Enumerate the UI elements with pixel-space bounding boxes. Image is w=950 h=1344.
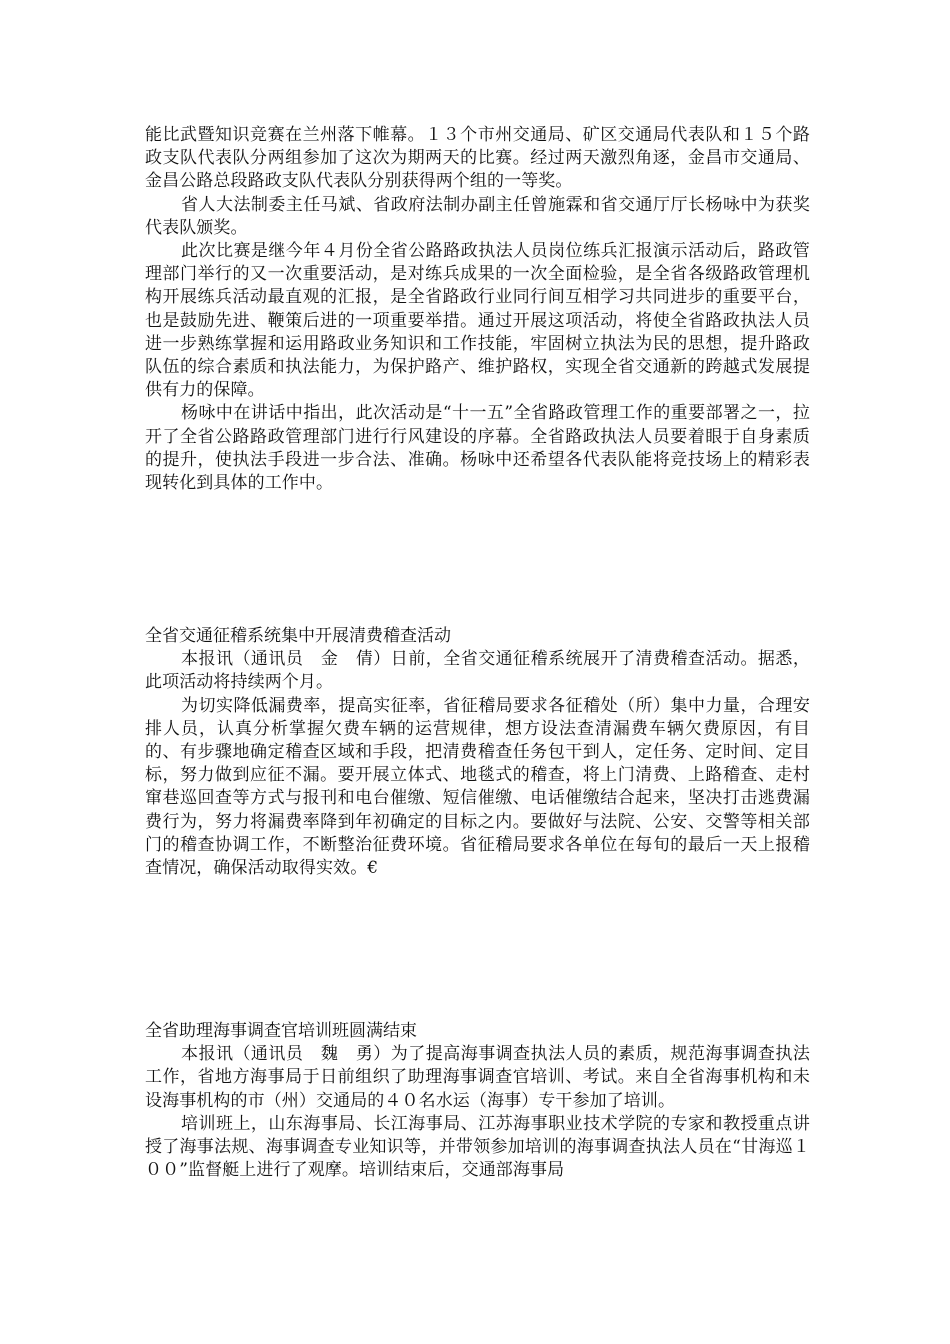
article-2 [145,625,810,880]
article-2-paragraph-1: 本报讯（通讯员 金 倩）日前，全省交通征稽系统展开了清费稽查活动。据悉，此项活动将持续两个月。 [145,649,810,693]
article-3-paragraph-1: 本报讯（通讯员 魏 勇）为了提高海事调查执法人员的素质，规范海事调查执法工作，省地方海事局于日前组织了助理海事调查官培训、考试。来自全省海事机构和未设海事机构的市（州）交通局的４０名水运（海事）专干参加了培训。 [145,1044,810,1111]
article-2-paragraph-2: 为切实降低漏费率，提高实征率，省征稽局要求各征稽处（所）集中力量，合理安排人员，认真分析掌握欠费车辆的运营规律，想方设法查清漏费车辆欠费原因，有目的、有步骤地确定稽查区域和手段，把清费稽查任务包干到人，定任务、定时间、定目标，努力做到应征不漏。要开展立体式、地毯式的稽查，将上门清费、上路稽查、走村窜巷巡回查等方式与报刊和电台催缴、短信催缴、电话催缴结合起来，坚决打击逃费漏费行为，努力将漏费率降到年初确定的目标之内。要做好与法院、公安、交警等相关部门的稽查协调工作，不断整治征费环境。省征稽局要求各单位在每旬的最后一天上报稽查情况，确保活动取得实效。€ [145,695,810,879]
article-3-paragraph-2: 培训班上，山东海事局、长江海事局、江苏海事职业技术学院的专家和教授重点讲授了海事法规、海事调查专业知识等，并带领参加培训的海事调查执法人员在“甘海巡１００”监督艇上进行了观摩。培训结束后，交通部海事局 [145,1113,810,1181]
article-3-title: 全省助理海事调查官培训班圆满结束 [145,1021,417,1041]
article-1 [145,124,810,495]
article-3 [145,1020,810,1182]
article-1-paragraph-2: 省人大法制委主任马斌、省政府法制办副主任曾施霖和省交通厅厅长杨咏中为获奖代表队颁奖。 [145,194,810,238]
article-2-title: 全省交通征稽系统集中开展清费稽查活动 [145,626,451,646]
article-1-paragraph-3: 此次比赛是继今年４月份全省公路路政执法人员岗位练兵汇报演示活动后，路政管理部门举行的又一次重要活动，是对练兵成果的一次全面检验，是全省各级路政管理机构开展练兵活动最直观的汇报，是全省路政行业同行间互相学习共同进步的重要平台，也是鼓励先进、鞭策后进的一项重要举措。通过开展这项活动，将使全省路政执法人员进一步熟练掌握和运用路政业务知识和工作技能，牢固树立执法为民的思想，提升路政队伍的综合素质和执法能力，为保护路产、维护路权，实现全省交通新的跨越式发展提供有力的保障。 [145,241,810,401]
article-1-paragraph-1: 能比武暨知识竞赛在兰州落下帷幕。１３个市州交通局、矿区交通局代表队和１５个路政支队代表队分两组参加了这次为期两天的比赛。经过两天激烈角逐，金昌市交通局、金昌公路总段路政支队代表队分别获得两个组的一等奖。 [145,125,810,192]
article-1-paragraph-4: 杨咏中在讲话中指出，此次活动是“十一五”全省路政管理工作的重要部署之一，拉开了全省公路路政管理部门进行行风建设的序幕。全省路政执法人员要着眼于自身素质的提升，使执法手段进一步合法、准确。杨咏中还希望各代表队能将竞技场上的精彩表现转化到具体的工作中。 [145,403,810,494]
